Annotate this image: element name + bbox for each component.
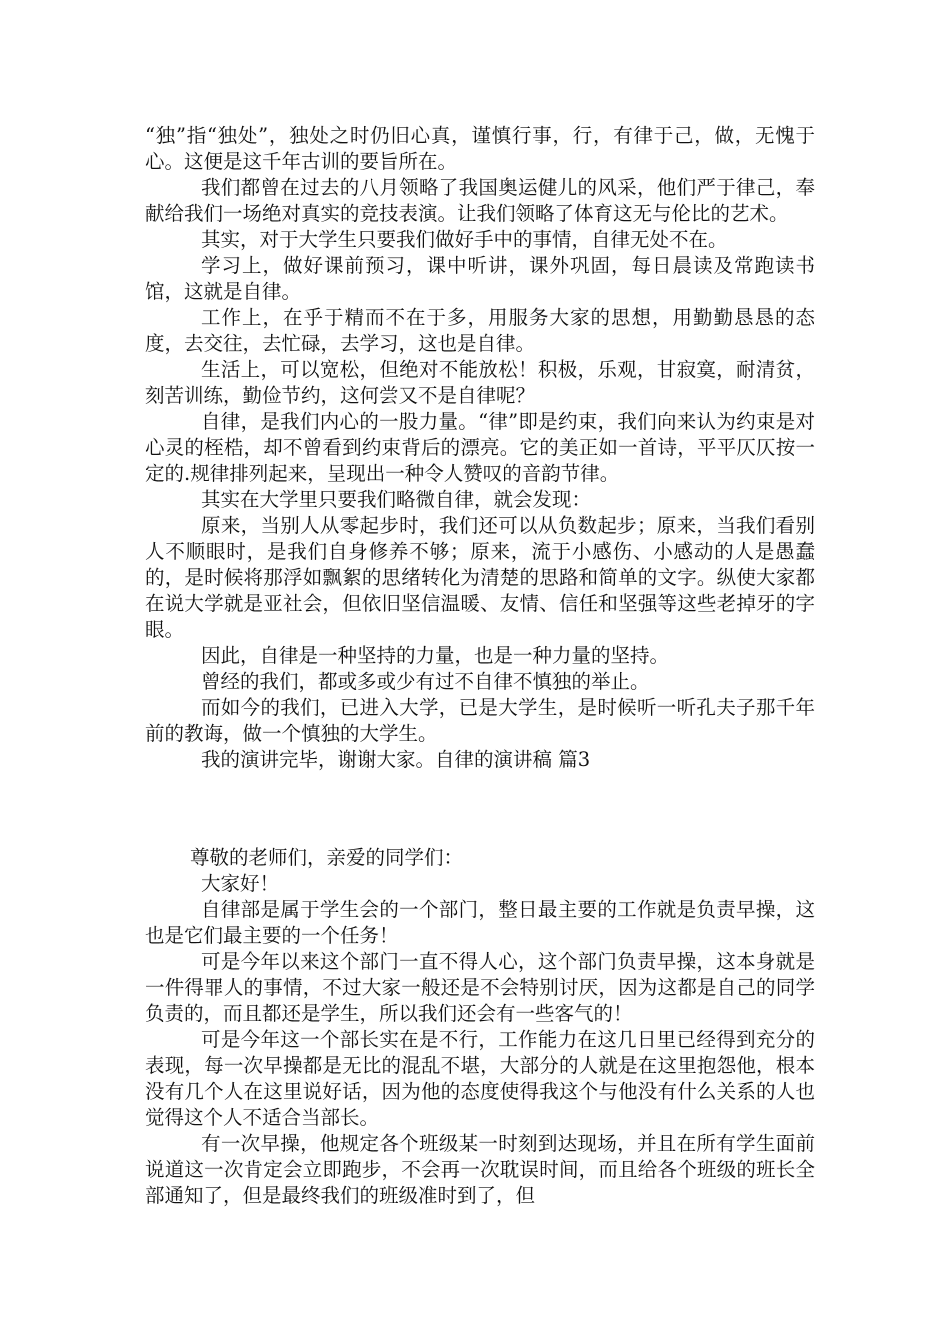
- paragraph: 自律部是属于学生会的一个部门，整日最主要的工作就是负责早操，这也是它们最主要的一个任务！: [145, 898, 815, 947]
- paragraph: 学习上，做好课前预习，课中听讲，课外巩固，每日晨读及常跑读书馆，这就是自律。: [145, 254, 815, 303]
- paragraph: 生活上，可以宽松，但绝对不能放松！积极，乐观，甘寂寞，耐清贫，刻苦训练，勤俭节约，这何尝又不是自律呢？: [145, 358, 815, 407]
- paragraph: 因此，自律是一种坚持的力量，也是一种力量的坚持。: [201, 644, 670, 667]
- speech-section-2: [145, 123, 815, 773]
- paragraph: 其实在大学里只要我们略微自律，就会发现：: [201, 488, 592, 511]
- speech-section-3: [145, 845, 815, 1209]
- paragraph: 其实，对于大学生只要我们做好手中的事情，自律无处不在。: [201, 228, 728, 251]
- paragraph: 可是今年这一个部长实在是不行，工作能力在这几日里已经得到充分的表现，每一次早操都是无比的混乱不堪，大部分的人就是在这里抱怨他，根本没有几个人在这里说好话，因为他的态度使得我这个与他没有什么关系的人也觉得这个人不适合当部长。: [145, 1028, 815, 1129]
- salutation: 尊敬的老师们，亲爱的同学们：: [190, 846, 464, 869]
- paragraph: 我们都曾在过去的八月领略了我国奥运健儿的风采，他们严于律己，奉献给我们一场绝对真实的竞技表演。让我们领略了体育这无与伦比的艺术。: [145, 176, 815, 225]
- paragraph: 原来，当别人从零起步时，我们还可以从负数起步；原来，当我们看别人不顺眼时，是我们自身修养不够；原来，流于小感伤、小感动的人是愚蠢的，是时候将那浮如飘絮的思绪转化为清楚的思路和简单的文字。纵使大家都在说大学就是亚社会，但依旧坚信温暖、友情、信任和坚强等这些老掉牙的字眼。: [145, 514, 815, 641]
- paragraph: 大家好！: [201, 872, 280, 895]
- paragraph: 可是今年以来这个部门一直不得人心，这个部门负责早操，这本身就是一件得罪人的事情，不过大家一般还是不会特别讨厌，因为这都是自己的同学负责的，而且都还是学生，所以我们还会有一些客气的！: [145, 950, 815, 1025]
- section-heading: 我的演讲完毕，谢谢大家。自律的演讲稿 篇3: [201, 748, 591, 771]
- paragraph: 而如今的我们，已进入大学，已是大学生，是时候听一听孔夫子那千年前的教诲，做一个慎独的大学生。: [145, 696, 815, 745]
- paragraph: 曾经的我们，都或多或少有过不自律不慎独的举止。: [201, 670, 650, 693]
- paragraph: 自律，是我们内心的一股力量。“律”即是约束，我们向来认为约束是对心灵的桎梏，却不曾看到约束背后的漂亮。它的美正如一首诗，平平仄仄按一定的.规律排列起来，呈现出一种令人赞叹的音韵节律。: [145, 410, 815, 485]
- paragraph: 工作上，在乎于精而不在于多，用服务大家的思想，用勤勤恳恳的态度，去交往，去忙碌，去学习，这也是自律。: [145, 306, 815, 355]
- paragraph: 有一次早操，他规定各个班级某一时刻到达现场，并且在所有学生面前说道这一次肯定会立即跑步，不会再一次耽误时间，而且给各个班级的班长全部通知了，但是最终我们的班级准时到了，但: [145, 1132, 815, 1207]
- paragraph: “独”指“独处”，独处之时仍旧心真，谨慎行事，行，有律于己，做，无愧于心。这便是这千年古训的要旨所在。: [145, 124, 815, 173]
